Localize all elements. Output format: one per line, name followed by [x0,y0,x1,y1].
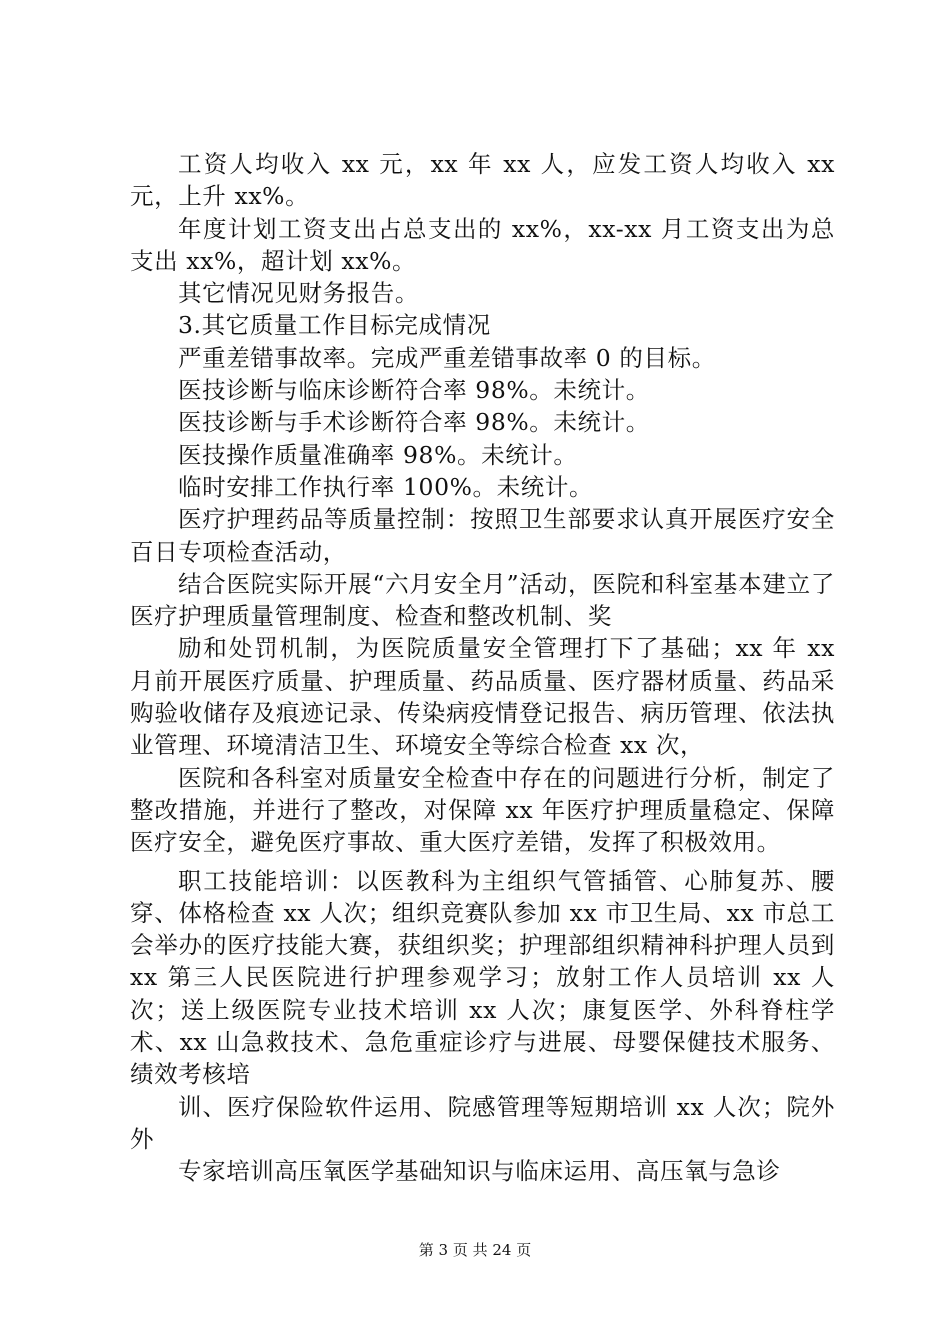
paragraph-safety-month: 结合医院实际开展“六月安全月”活动，医院和科室基本建立了医疗护理质量管理制度、检查和整改机制、奖 [130,569,835,631]
paragraph-wage-expense: 年度计划工资支出占总支出的 xx%，xx-xx 月工资支出为总支出 xx%，超计划 xx%。 [130,214,835,275]
paragraph-accident-rate: 严重差错事故率。完成严重差错事故率 0 的目标。 [178,343,716,372]
body-text [130,148,835,1188]
paragraph-income: 工资人均收入 xx 元，xx 年 xx 人，应发工资人均收入 xx 元，上升 xx%。 [130,150,835,211]
paragraph-clinical-diagnosis-rate: 医技诊断与临床诊断符合率 98%。未统计。 [178,376,650,405]
paragraph-operation-accuracy: 医技操作质量准确率 98%。未统计。 [178,440,578,469]
page-number-label: 第 3 页 共 24 页 [418,1241,532,1259]
page-footer [0,1240,950,1260]
paragraph-quality-control: 医疗护理药品等质量控制：按照卫生部要求认真开展医疗安全百日专项检查活动， [130,505,835,566]
paragraph-short-training: 训、医疗保险软件运用、院感管理等短期培训 xx 人次；院外外 [130,1092,835,1153]
paragraph-task-execution-rate: 临时安排工作执行率 100%。未统计。 [178,472,594,501]
paragraph-financial-report: 其它情况见财务报告。 [178,279,419,308]
paragraph-staff-training: 职工技能培训：以医教科为主组织气管插管、心肺复苏、腰穿、体格检查 xx 人次；组织竞赛队参加 xx 市卫生局、xx 市总工会举办的医疗技能大赛，获组织奖；护理部组织精神科护理人员到 xx 第三人民医院进行护理参观学习；放射工作人员培训 xx 人次；送上级医院专业技术培训 xx 人次；康复医学、外科脊柱学术、xx 山急救技术、急危重症诊疗与进展、母婴保健技术服务、绩效考核培 [130,866,835,1089]
paragraph-inspections: 励和处罚机制，为医院质量安全管理打下了基础；xx 年 xx 月前开展医疗质量、护理质量、药品质量、医疗器材质量、药品采购验收储存及痕迹记录、传染病疫情登记报告、病历管理、依法执业管理、环境清洁卫生、环境安全等综合检查 xx 次， [130,634,835,760]
paragraph-surgical-diagnosis-rate: 医技诊断与手术诊断符合率 98%。未统计。 [178,408,650,437]
section-heading-quality-targets: 3.其它质量工作目标完成情况 [178,311,491,340]
paragraph-expert-training: 专家培训高压氧医学基础知识与临床运用、高压氧与急诊 [178,1157,781,1186]
paragraph-rectification: 医院和各科室对质量安全检查中存在的问题进行分析，制定了整改措施，并进行了整改，对保障 xx 年医疗护理质量稳定、保障医疗安全，避免医疗事故、重大医疗差错，发挥了积极效用。 [130,763,835,857]
